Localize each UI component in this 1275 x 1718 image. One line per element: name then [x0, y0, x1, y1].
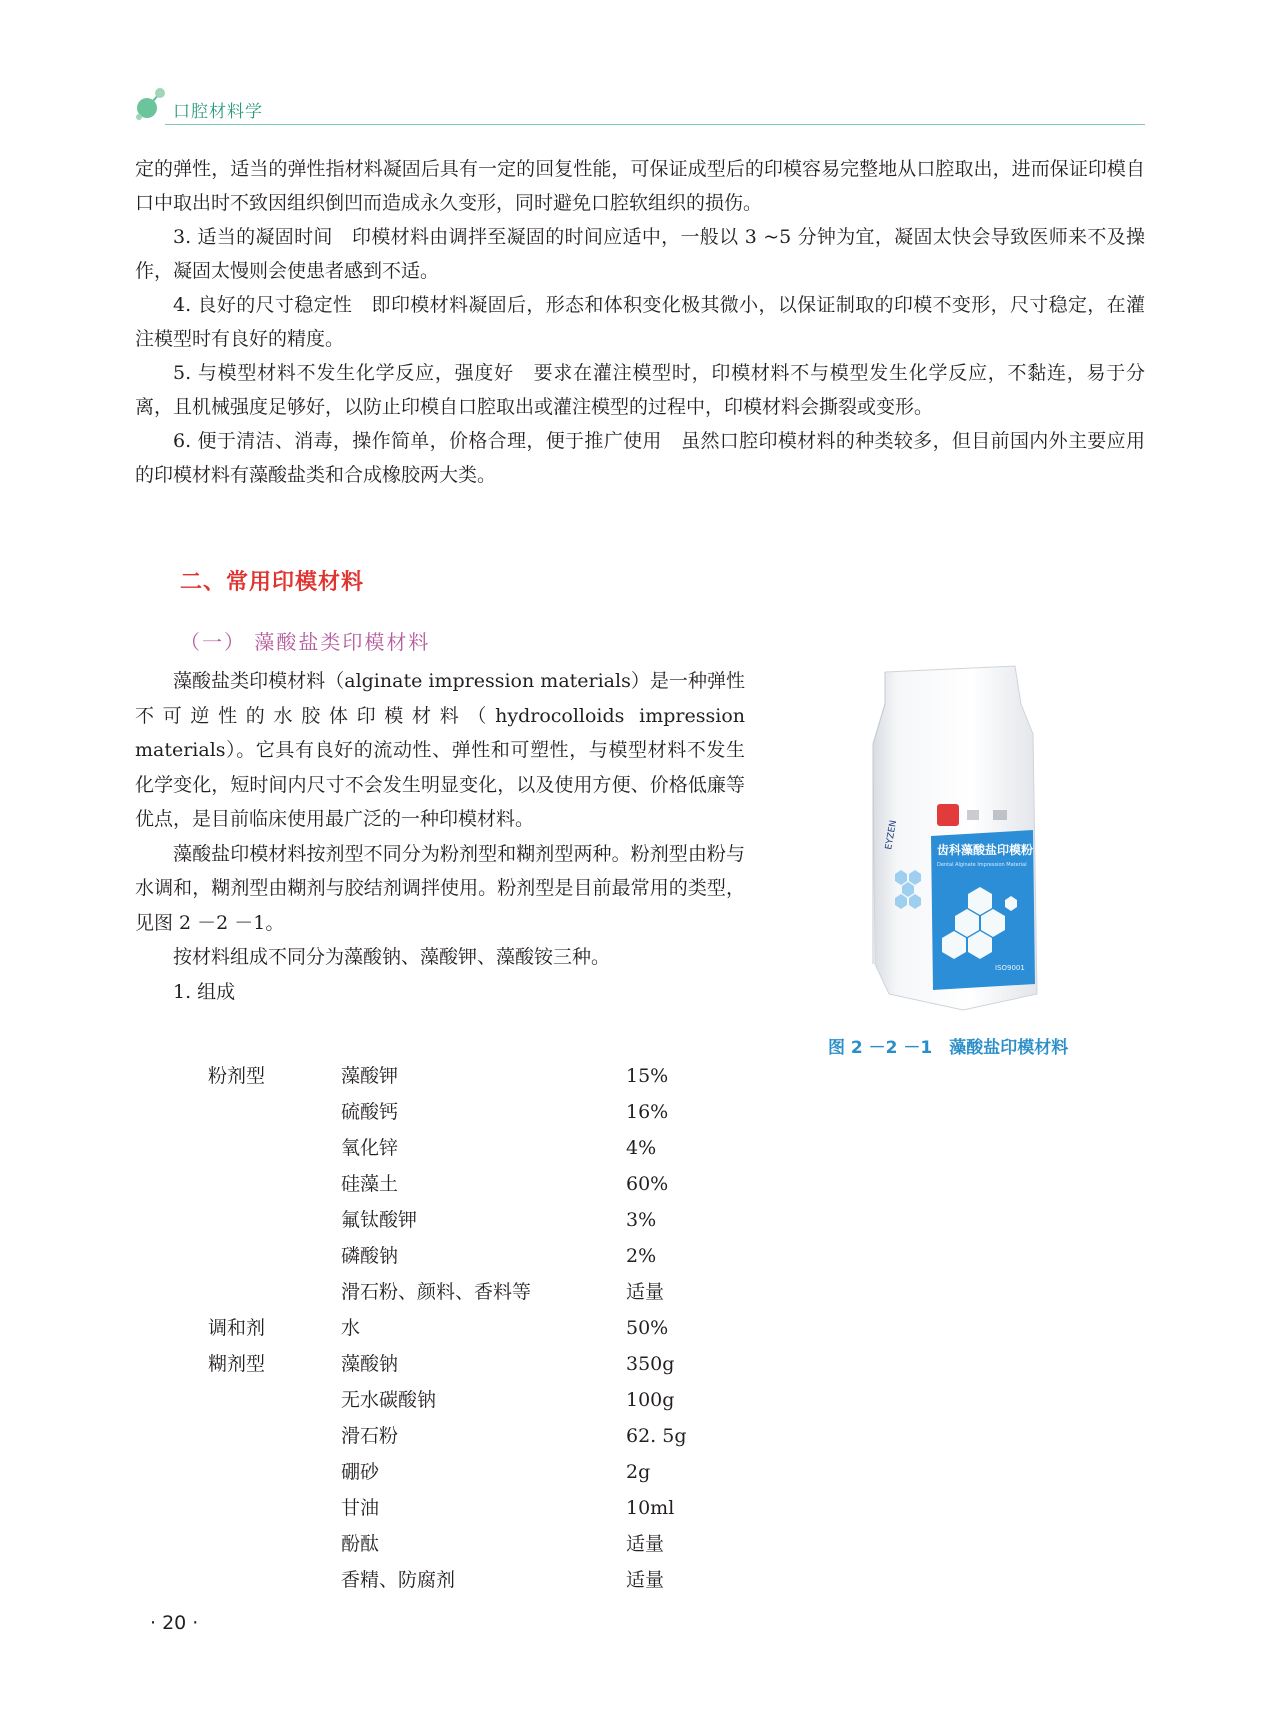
paragraph-alginate-intro: 藻酸盐类印模材料（alginate impression materials）是一种弹性不可逆性的水胶体印模材料（hydrocolloids impression materials）。它具有良好的流动性、弹性和可塑性，与模型材料不发生化学变化，短时间内尺寸不会发生明显变化，以及使用方便、价格低廉等优点，是目前临床使用最广泛的一种印模材料。: [135, 670, 745, 830]
composition-item: 水: [341, 1317, 361, 1339]
paragraph-elasticity-cont: 定的弹性，适当的弹性指材料凝固后具有一定的回复性能，可保证成型后的印模容易完整地从口腔取出，进而保证印模自口中取出时不致因组织倒凹而造成永久变形，同时避免口腔软组织的损伤。: [135, 158, 1145, 214]
composition-amount: 62. 5g: [626, 1425, 687, 1447]
composition-amount: 16%: [626, 1101, 669, 1123]
composition-category: 糊剂型: [208, 1353, 266, 1375]
brand-logo-icon: [937, 804, 959, 826]
running-header: [135, 86, 1145, 126]
composition-amount: 4%: [626, 1137, 657, 1159]
composition-item: 藻酸钾: [341, 1065, 399, 1087]
composition-item: 滑石粉、颜料、香料等: [341, 1281, 532, 1303]
composition-amount: 2g: [626, 1461, 651, 1483]
figure-caption: 图 2 －2 －1 藻酸盐印模材料: [828, 1038, 1069, 1058]
paragraph-easy-cleaning: 6. 便于清洁、消毒，操作简单，价格合理，便于推广使用 虽然口腔印模材料的种类较多，但目前国内外主要应用的印模材料有藻酸盐类和合成橡胶两大类。: [135, 430, 1145, 486]
composition-item: 甘油: [341, 1497, 380, 1519]
composition-item: 硫酸钙: [341, 1101, 399, 1123]
composition-amount: 100g: [626, 1389, 675, 1411]
composition-amount: 60%: [626, 1173, 669, 1195]
book-title: 口腔材料学: [173, 102, 263, 122]
composition-category: 粉剂型: [208, 1065, 266, 1087]
page-number: · 20 ·: [150, 1612, 199, 1634]
composition-amount: 350g: [626, 1353, 675, 1375]
composition-amount: 10ml: [626, 1497, 675, 1519]
composition-amount: 2%: [626, 1245, 657, 1267]
paragraph-dimensional-stability: 4. 良好的尺寸稳定性 即印模材料凝固后，形态和体积变化极其微小，以保证制取的印模不变形，尺寸稳定，在灌注模型时有良好的精度。: [135, 294, 1145, 350]
composition-item: 香精、防腐剂: [341, 1569, 456, 1591]
composition-item: 磷酸钠: [341, 1245, 399, 1267]
brand-name: EYZEN: [884, 819, 900, 851]
composition-amount: 适量: [626, 1281, 665, 1303]
header-divider: [165, 124, 1145, 125]
composition-amount: 3%: [626, 1209, 657, 1231]
paragraph-composition-types: 按材料组成不同分为藻酸钠、藻酸钾、藻酸铵三种。: [173, 946, 611, 968]
product-label-en: Dental Alginate Impression Material: [937, 862, 1027, 868]
composition-item: 氧化锌: [341, 1137, 399, 1159]
composition-item: 硼砂: [341, 1461, 380, 1483]
section-heading: 二、常用印模材料: [180, 570, 365, 595]
composition-item: 无水碳酸钠: [341, 1389, 437, 1411]
composition-category: 调和剂: [208, 1317, 266, 1339]
product-label: 齿科藻酸盐印模粉: [937, 843, 1034, 857]
composition-item: 藻酸钠: [341, 1353, 399, 1375]
composition-item: 氟钛酸钾: [341, 1209, 418, 1231]
alginate-product-figure: [845, 664, 1085, 1014]
body-text-top: [135, 152, 1145, 492]
composition-item: 硅藻土: [341, 1173, 399, 1195]
paragraph-setting-time: 3. 适当的凝固时间 印模材料由调拌至凝固的时间应适中，一般以 3 ~5 分钟为宜，凝固太快会导致医师来不及操作，凝固太慢则会使患者感到不适。: [135, 226, 1145, 282]
iso-mark: ISO9001: [995, 964, 1025, 972]
paragraph-no-chemical-reaction: 5. 与模型材料不发生化学反应，强度好 要求在灌注模型时，印模材料不与模型发生化学反应，不黏连，易于分离，且机械强度足够好，以防止印模自口腔取出或灌注模型的过程中，印模材料会撕裂或变形。: [135, 362, 1145, 418]
molecule-logo-icon: [135, 86, 171, 124]
subsection-heading: （一） 藻酸盐类印模材料: [180, 630, 431, 654]
composition-item: 酚酞: [341, 1533, 380, 1555]
composition-amount: 适量: [626, 1569, 665, 1591]
left-column-text: [135, 664, 745, 1009]
composition-amount: 50%: [626, 1317, 669, 1339]
composition-amount: 15%: [626, 1065, 669, 1087]
paragraph-dosage-forms: 藻酸盐印模材料按剂型不同分为粉剂型和糊剂型两种。粉剂型由粉与水调和，糊剂型由糊剂与胶结剂调拌使用。粉剂型是目前最常用的类型，见图 2 －2 －1。: [135, 842, 745, 934]
composition-amount: 适量: [626, 1533, 665, 1555]
list-heading-composition: 1. 组成: [173, 980, 236, 1003]
composition-item: 滑石粉: [341, 1425, 399, 1447]
